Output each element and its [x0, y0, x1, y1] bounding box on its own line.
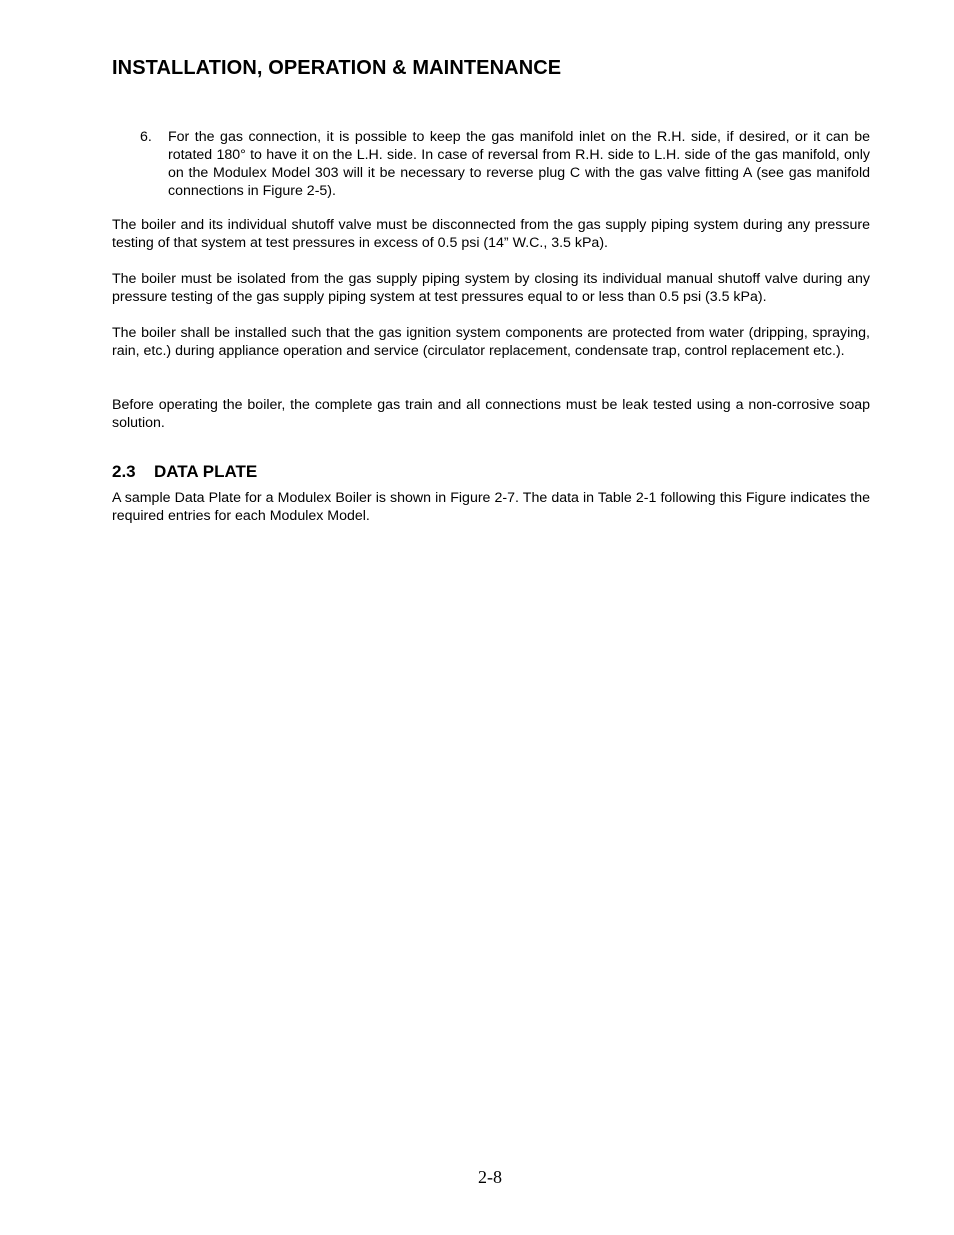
document-body [112, 128, 870, 543]
paragraph-isolate-testing: The boiler must be isolated from the gas supply piping system by closing its individual manual shutoff valve during any pressure testing of the gas supply piping system at test pressures equal to or less than 0.5 psi (3.5 kPa). [112, 271, 870, 305]
page-number: 2-8 [478, 1167, 502, 1187]
section-heading [112, 462, 870, 482]
paragraph-disconnect-testing: The boiler and its individual shutoff valve must be disconnected from the gas supply piping system during any pressure testing of that system at test pressures in excess of 0.5 psi (14” W.C., 3.5 kPa). [112, 217, 870, 251]
section-title: DATA PLATE [154, 462, 258, 481]
paragraph-leak-test: Before operating the boiler, the complete gas train and all connections must be leak tested using a non-corrosive soap solution. [112, 397, 870, 431]
list-item [112, 128, 870, 200]
paragraph-ignition-protection: The boiler shall be installed such that the gas ignition system components are protected from water (dripping, spraying, rain, etc.) during appliance operation and service (circulator replacement, condensate trap, control replacement etc.). [112, 325, 870, 359]
list-item-number: 6. [140, 129, 152, 145]
list-item-text: For the gas connection, it is possible to keep the gas manifold inlet on the R.H. side, if desired, or it can be rotated 180° to have it on the L.H. side. In case of reversal from R.H. side to L.H. side of the gas manifold, only on the Modulex Model 303 will it be necessary to reverse plug C with the gas valve fitting A (see gas manifold connections in Figure 2-5). [168, 129, 870, 199]
page-title: INSTALLATION, OPERATION & MAINTENANCE [112, 57, 562, 79]
section-number: 2.3 [112, 462, 136, 481]
paragraph-data-plate: A sample Data Plate for a Modulex Boiler is shown in Figure 2-7. The data in Table 2-1 following this Figure indicates the required entries for each Modulex Model. [112, 490, 870, 524]
